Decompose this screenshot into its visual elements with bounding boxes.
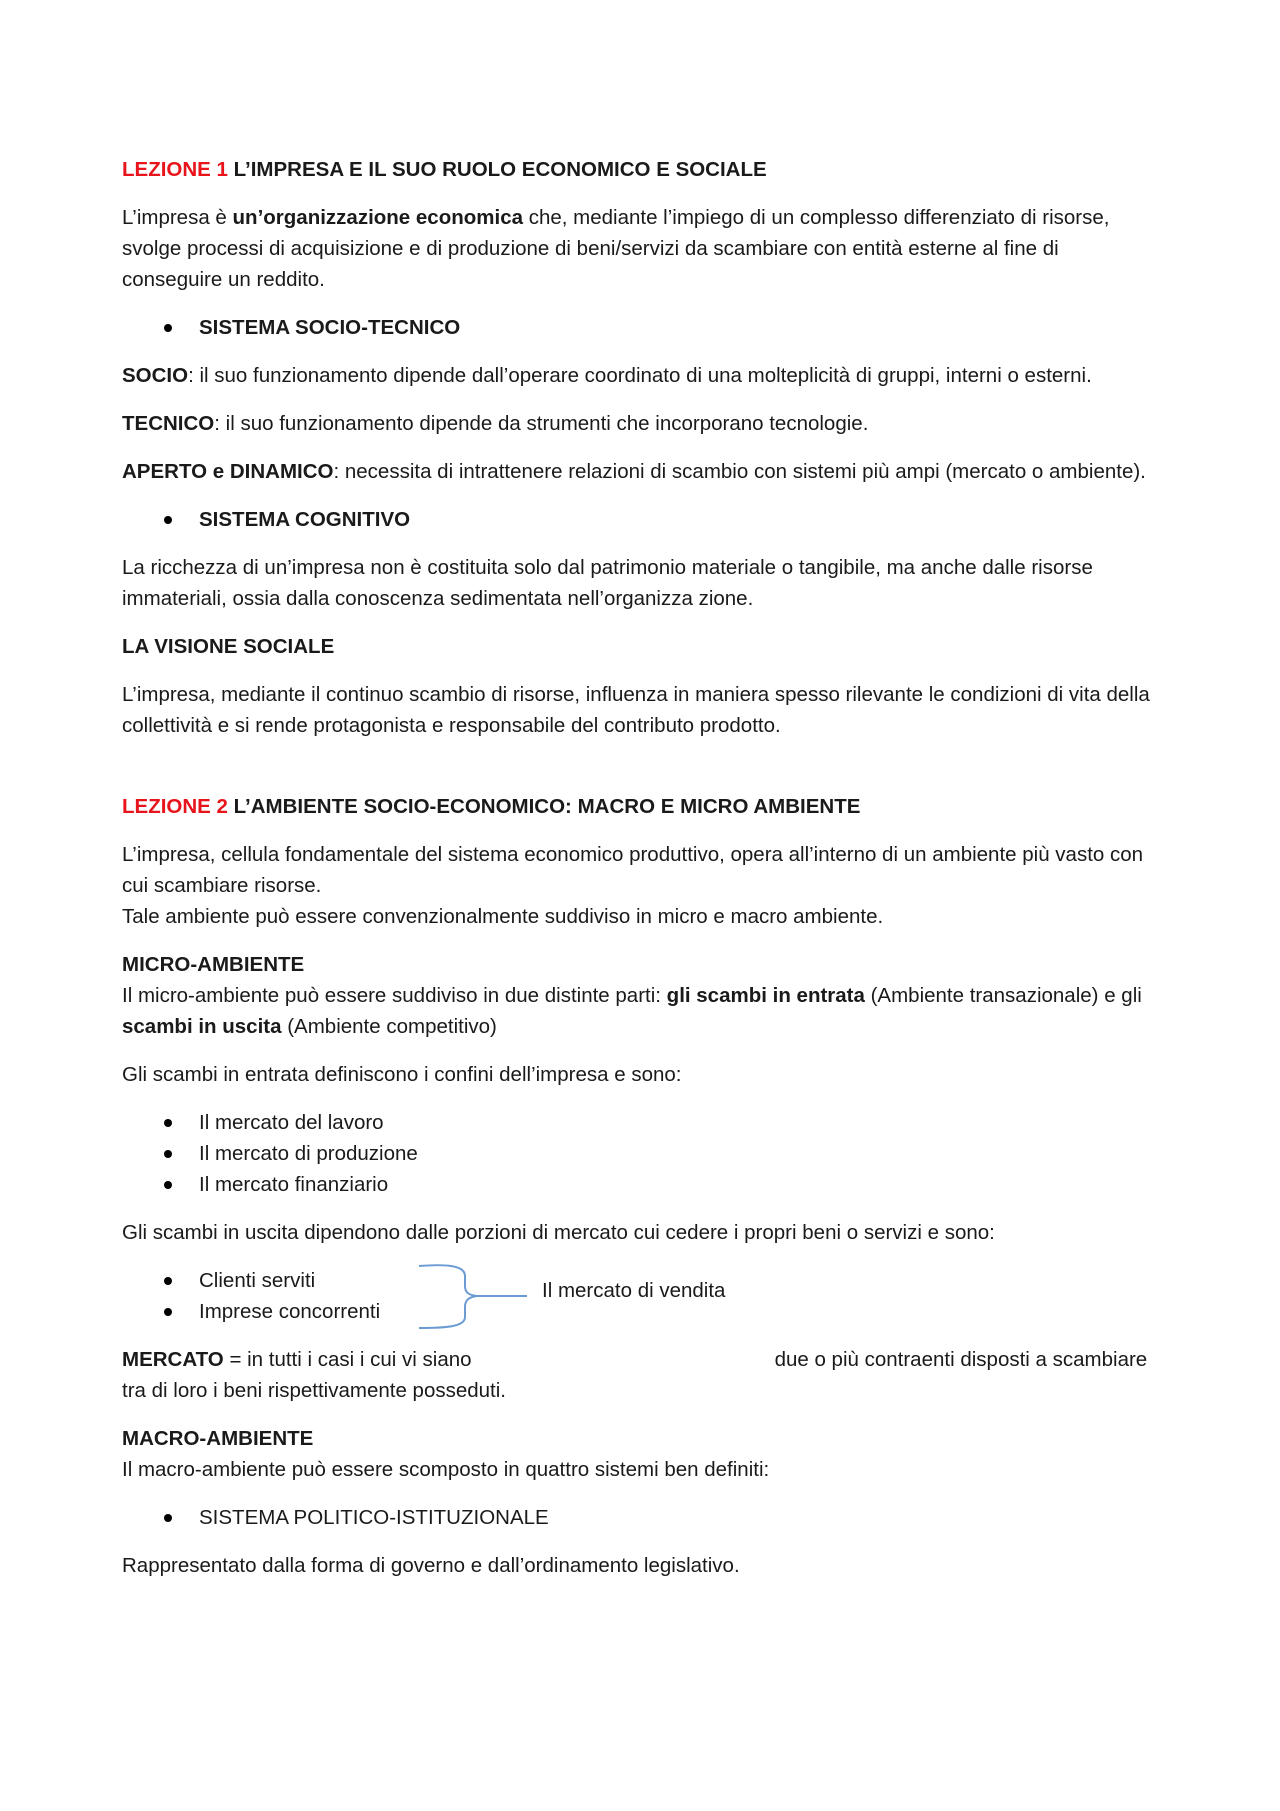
lesson2-title: L’AMBIENTE SOCIO-ECONOMICO: MACRO E MICRO AMBIENTE [227,795,861,818]
micro-text: (Ambiente competitivo) [281,1015,497,1038]
document-body [122,154,1162,1598]
list-item [122,504,1162,535]
micro-bold-entrata: gli scambi in entrata [666,984,865,1007]
lesson2-intro-line1: L’impresa, cellula fondamentale del sistema economico produttivo, opera all’interno di un ambiente più vasto con cui scambiare risorse. [122,843,1144,897]
socio-text: : il suo funzionamento dipende dall’operare coordinato di una molteplicità di gruppi, interni o esterni. [188,364,1092,387]
cognitivo-paragraph: La ricchezza di un’impresa non è costituita solo dal patrimonio materiale o tangibile, ma anche dalle risorse immateriali, ossia dalla conoscenza sedimentata nell’organizza zione. [122,556,1093,610]
micro-text: Il micro-ambiente può essere suddiviso in due distinte parti: [122,984,667,1007]
intro-bold: un’organizzazione economica [232,206,523,229]
list-item: Il mercato finanziario [122,1169,1162,1200]
entrata-list [122,1107,1162,1200]
mercato-paragraph [122,1344,1162,1406]
intro-text-rest: che, mediante l’impiego di un complesso differenziato di risorse, svolge processi di acquisizione e di produzione di beni/servizi da scambiare con entità esterne al fine di conseguire un reddito. [122,206,1110,291]
socio-label: SOCIO [122,364,189,387]
bullet-list [122,312,1162,343]
lesson2-intro [122,839,1162,932]
visione-heading [122,631,1162,662]
tecnico-text: : il suo funzionamento dipende da strumenti che incorporano tecnologie. [214,412,869,435]
list-item [122,312,1162,343]
bullet-cognitivo: SISTEMA COGNITIVO [199,508,411,531]
list-item: Il mercato del lavoro [122,1107,1162,1138]
curly-brace-icon [417,1262,537,1332]
lesson1-tag: LEZIONE 1 [122,158,228,181]
mercato-text-rest: due o più contraenti disposti a scambiare tra di loro i beni rispettivamente posseduti. [122,1348,1148,1402]
lesson1-heading [122,154,1162,185]
micro-heading: MICRO-AMBIENTE [122,953,305,976]
macro-paragraph [122,1423,1162,1485]
lesson1-intro [122,202,1162,295]
micro-paragraph [122,949,1162,1042]
visione-heading-text: LA VISIONE SOCIALE [122,635,335,658]
tecnico-paragraph [122,408,1162,439]
lesson2-tag: LEZIONE 2 [122,795,228,818]
aperto-label: APERTO e DINAMICO [122,460,334,483]
lesson1-title: L’IMPRESA E IL SUO RUOLO ECONOMICO E SOCIALE [227,158,767,181]
list-item: Il mercato di produzione [122,1138,1162,1169]
mercato-vendita-label: Il mercato di vendita [542,1279,726,1302]
aperto-text: : necessita di intrattenere relazioni di scambio con sistemi più ampi (mercato o ambiente). [333,460,1146,483]
macro-list [122,1502,1162,1533]
macro-intro: Il macro-ambiente può essere scomposto in quattro sistemi ben definiti: [122,1458,770,1481]
socio-paragraph [122,360,1162,391]
mercato-label: MERCATO [122,1348,224,1371]
mercato-text: = in tutti i casi i cui vi siano [223,1348,472,1371]
entrata-intro: Gli scambi in entrata definiscono i confini dell’impresa e sono: [122,1063,682,1086]
lesson2-intro-line2: Tale ambiente può essere convenzionalmente suddiviso in micro e macro ambiente. [122,905,884,928]
micro-text: (Ambiente transazionale) e gli [864,984,1142,1007]
aperto-paragraph [122,456,1162,487]
intro-text: L’impresa è [122,206,233,229]
macro-heading: MACRO-AMBIENTE [122,1427,314,1450]
uscita-group [122,1265,1162,1327]
micro-bold-uscita: scambi in uscita [122,1015,282,1038]
macro-text: Rappresentato dalla forma di governo e dall’ordinamento legislativo. [122,1554,740,1577]
bullet-socio-tecnico: SISTEMA SOCIO-TECNICO [199,316,461,339]
list-item: Clienti serviti [122,1265,1162,1296]
list-item: SISTEMA POLITICO-ISTITUZIONALE [122,1502,1162,1533]
section-spacer [122,758,1162,791]
visione-paragraph: L’impresa, mediante il continuo scambio di risorse, influenza in maniera spesso rilevante le condizioni di vita della collettività e si rende protagonista e responsabile del contributo prodotto. [122,683,1150,737]
uscita-intro: Gli scambi in uscita dipendono dalle porzioni di mercato cui cedere i propri beni o servizi e sono: [122,1221,995,1244]
lesson2-heading [122,791,1162,822]
tecnico-label: TECNICO [122,412,215,435]
list-item: Imprese concorrenti [122,1296,1162,1327]
bullet-list [122,504,1162,535]
